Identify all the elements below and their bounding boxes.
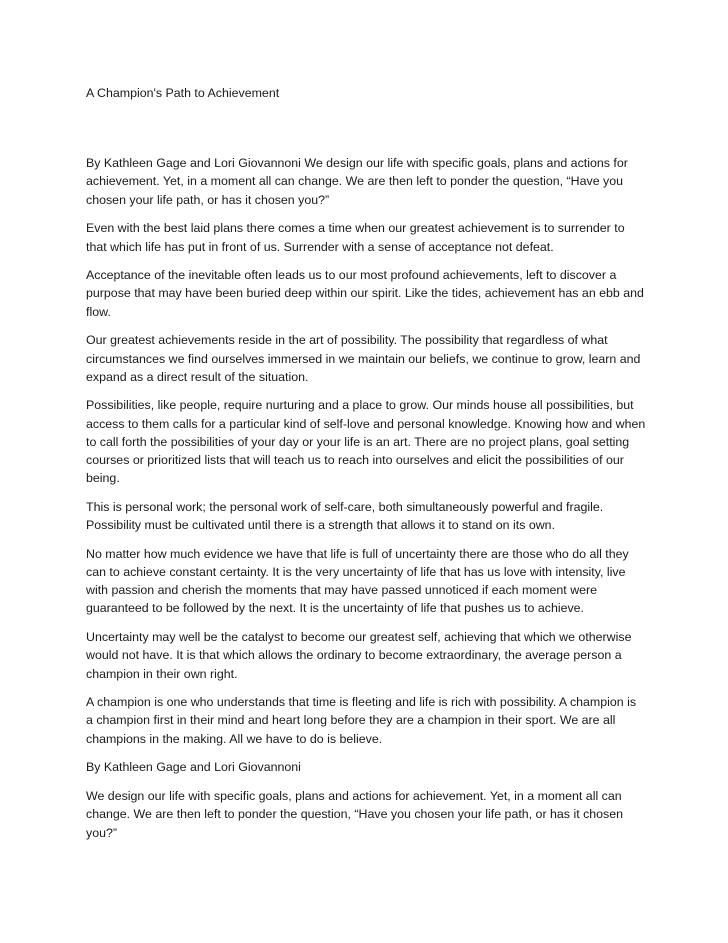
paragraph: Our greatest achievements reside in the art of possibility. The possibility that regardless of what circumstances we find ourselves immersed in we maintain our beliefs, we continue to grow, learn and expand as a direct result of the situation.	[86, 333, 641, 384]
paragraph: No matter how much evidence we have that life is full of uncertainty there are those who do all they can to achieve constant certainty. It is the very uncertainty of life that has us love with intensity, live with passion and cherish the moments that may have passed unnoticed if each moment were guaranteed to be followed by the next. It is the uncertainty of life that pushes us to achieve.	[86, 546, 629, 616]
author-byline: By Kathleen Gage and Lori Giovannoni	[86, 760, 301, 775]
paragraph: Even with the best laid plans there comes a time when our greatest achievement is to surrender to that which life has put in front of us. Surrender with a sense of acceptance not defeat.	[86, 221, 625, 254]
paragraph: Acceptance of the inevitable often leads us to our most profound achievements, left to discover a purpose that may have been buried deep within our spirit. Like the tides, achievement has an ebb and flow.	[86, 268, 644, 319]
document-title: A Champion's Path to Achievement	[86, 86, 280, 100]
paragraph: A champion is one who understands that time is fleeting and life is rich with possibility. A champion is a champion first in their mind and heart long before they are a champion in their sport. We are all champions in the making. All we have to do is believe.	[86, 695, 637, 746]
paragraph-intro-byline: By Kathleen Gage and Lori Giovannoni We design our life with specific goals, plans and actions for achievement. Yet, in a moment all can change. We are then left to ponder the question, “Have you chosen your life path, or has it chosen you?”	[86, 156, 628, 207]
document-body	[86, 84, 646, 852]
paragraph: Uncertainty may well be the catalyst to become our greatest self, achieving that which we otherwise would not have. It is that which allows the ordinary to become extraordinary, the average person a champion in their own right.	[86, 630, 632, 681]
paragraph-closing: We design our life with specific goals, plans and actions for achievement. Yet, in a moment all can change. We are then left to ponder the question, “Have you chosen your life path, or has it chosen you?”	[86, 789, 624, 840]
paragraph: This is personal work; the personal work of self-care, both simultaneously powerful and fragile. Possibility must be cultivated until there is a strength that allows it to stand on its own.	[86, 499, 604, 533]
paragraph: Possibilities, like people, require nurturing and a place to grow. Our minds house all possibilities, but access to them calls for a particular kind of self-love and personal knowledge. Knowing how and when to call forth the possibilities of your day or your life is an art. There are no project plans, goal setting courses or prioritized lists that will teach us to reach into ourselves and elicit the possibilities of our being.	[86, 398, 646, 486]
